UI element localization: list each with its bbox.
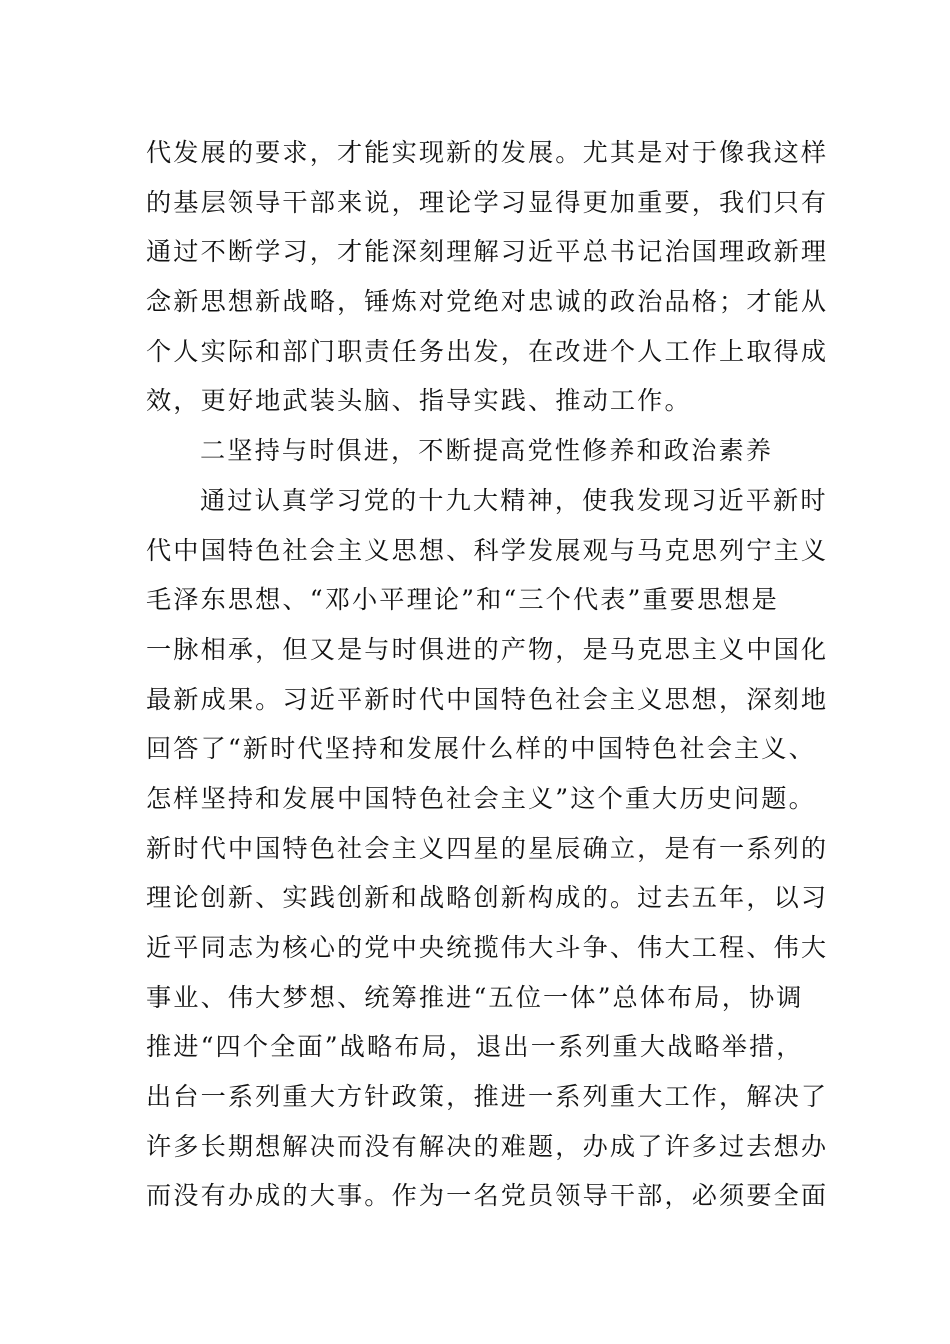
text-line: 通过不断学习，才能深刻理解习近平总书记治国理政新理 <box>146 237 829 267</box>
text-line: 个人实际和部门职责任务出发，在改进个人工作上取得成 <box>146 336 829 366</box>
text-line: 念新思想新战略，锤炼对党绝对忠诚的政治品格；才能从 <box>146 287 829 317</box>
text-line: 推进“四个全面”战略布局，退出一系列重大战略举措， <box>146 1032 804 1062</box>
text-line: 近平同志为核心的党中央统揽伟大斗争、伟大工程、伟大 <box>146 933 829 962</box>
text-line: 而没有办成的大事。作为一名党员领导干部，必须要全面 <box>146 1181 829 1211</box>
text-line: 怎样坚持和发展中国特色社会主义”这个重大历史问题。 <box>146 783 816 813</box>
text-line: 一脉相承，但又是与时俱进的产物，是马克思主义中国化 <box>146 634 829 664</box>
text-line: 效，更好地武装头脑、指导实践、推动工作。 <box>146 386 692 416</box>
text-line: 的基层领导干部来说，理论学习显得更加重要，我们只有 <box>146 187 829 217</box>
text-line: 事业、伟大梦想、统筹推进“五位一体”总体布局，协调 <box>146 982 804 1012</box>
text-line: 出台一系列重大方针政策，推进一系列重大工作，解决了 <box>146 1082 829 1112</box>
text-line: 最新成果。习近平新时代中国特色社会主义思想，深刻地 <box>146 684 829 714</box>
text-line: 代发展的要求，才能实现新的发展。尤其是对于像我这样 <box>146 138 829 167</box>
section-heading: 二坚持与时俱进，不断提高党性修养和政治素养 <box>200 436 774 466</box>
text-line: 理论创新、实践创新和战略创新构成的。过去五年，以习 <box>146 883 829 913</box>
paragraph-first-line: 通过认真学习党的十九大精神，使我发现习近平新时 <box>200 485 828 515</box>
text-line: 许多长期想解决而没有解决的难题，办成了许多过去想办 <box>146 1131 829 1161</box>
text-line: 回答了“新时代坚持和发展什么样的中国特色社会主义、 <box>146 734 816 764</box>
body-text <box>146 128 829 1221</box>
text-line: 新时代中国特色社会主义四星的星辰确立，是有一系列的 <box>146 833 829 863</box>
text-line: 代中国特色社会主义思想、科学发展观与马克思列宁主义 <box>146 535 829 565</box>
text-line: 毛泽东思想、“邓小平理论”和“三个代表”重要思想是 <box>146 585 779 615</box>
